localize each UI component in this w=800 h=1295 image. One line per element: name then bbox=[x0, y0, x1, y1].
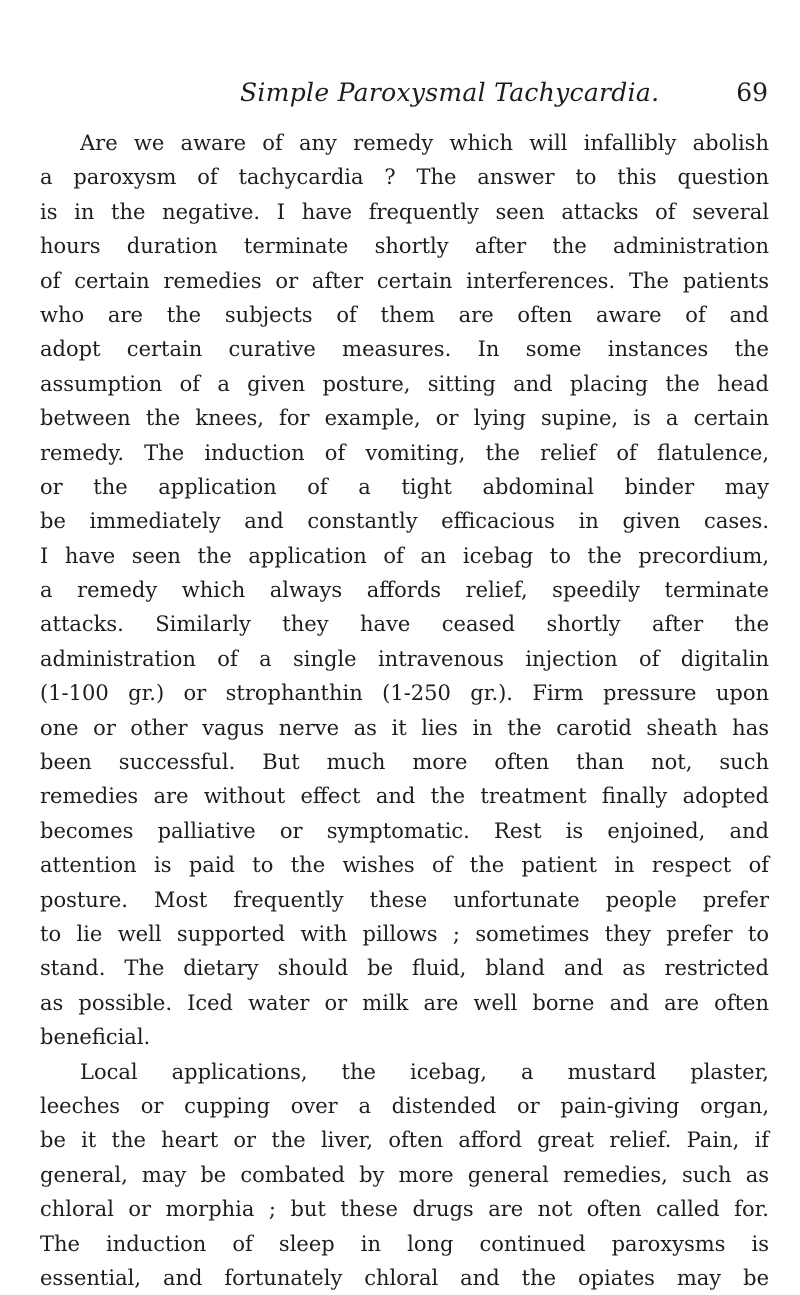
text-line: attacks. Similarly they have ceased shortly after the bbox=[40, 612, 769, 637]
text-line: a remedy which always affords relief, speedily terminate bbox=[40, 578, 769, 603]
page-header bbox=[240, 78, 768, 112]
text-line: between the knees, for example, or lying supine, is a certain bbox=[40, 406, 769, 431]
text-line: to lie well supported with pillows ; sometimes they prefer to bbox=[40, 921, 769, 946]
running-title: Simple Paroxysmal Tachycardia. bbox=[240, 78, 660, 107]
text-line: as possible. Iced water or milk are well borne and are often bbox=[40, 990, 769, 1015]
text-line: is in the negative. I have frequently seen attacks of several bbox=[40, 199, 769, 224]
text-line: administration of a single intravenous injection of digitalin bbox=[40, 646, 769, 671]
text-line: chloral or morphia ; but these drugs are not often called for. bbox=[40, 1197, 769, 1222]
text-line: assumption of a given posture, sitting and placing the head bbox=[40, 371, 769, 396]
body-text bbox=[40, 126, 769, 1295]
text-line: general, may be combated by more general remedies, such as bbox=[40, 1162, 769, 1187]
text-line: adopt certain curative measures. In some instances the bbox=[40, 337, 769, 362]
text-line: essential, and fortunately chloral and the opiates may be bbox=[40, 1265, 769, 1290]
text-line: The induction of sleep in long continued paroxysms is bbox=[40, 1231, 769, 1256]
text-line: been successful. But much more often than not, such bbox=[40, 750, 769, 775]
page-number: 69 bbox=[736, 78, 768, 107]
text-line: remedy. The induction of vomiting, the relief of flatulence, bbox=[40, 440, 769, 465]
text-line: be immediately and constantly efficacious in given cases. bbox=[40, 509, 769, 534]
text-line: beneficial. bbox=[40, 1025, 151, 1050]
text-line: I have seen the application of an icebag to the precordium, bbox=[40, 543, 769, 568]
text-line: be it the heart or the liver, often afford great relief. Pain, if bbox=[40, 1128, 769, 1153]
text-line: leeches or cupping over a distended or pain-giving organ, bbox=[40, 1093, 769, 1118]
text-line: Local applications, the icebag, a mustard plaster, bbox=[80, 1059, 769, 1084]
text-line: attention is paid to the wishes of the patient in respect of bbox=[40, 853, 769, 878]
text-line: one or other vagus nerve as it lies in the carotid sheath has bbox=[40, 715, 769, 740]
text-line: posture. Most frequently these unfortunate people prefer bbox=[40, 887, 769, 912]
text-line: a paroxysm of tachycardia ? The answer to this question bbox=[40, 165, 769, 190]
paragraph-local-applications bbox=[40, 1055, 769, 1295]
text-line: remedies are without effect and the treatment finally adopted bbox=[40, 784, 769, 809]
text-line: Are we aware of any remedy which will infallibly abolish bbox=[80, 131, 769, 155]
text-line: of certain remedies or after certain interferences. The patients bbox=[40, 268, 769, 293]
text-line: becomes palliative or symptomatic. Rest is enjoined, and bbox=[40, 818, 769, 843]
text-line: hours duration terminate shortly after the administration bbox=[40, 234, 769, 259]
text-line: or the application of a tight abdominal binder may bbox=[40, 474, 769, 499]
text-line: (1-100 gr.) or strophanthin (1-250 gr.). Firm pressure upon bbox=[40, 681, 769, 706]
text-line: stand. The dietary should be fluid, bland and as restricted bbox=[40, 956, 769, 981]
text-line: who are the subjects of them are often aware of and bbox=[40, 302, 769, 327]
paragraph-treatment-remedies bbox=[40, 126, 769, 1055]
